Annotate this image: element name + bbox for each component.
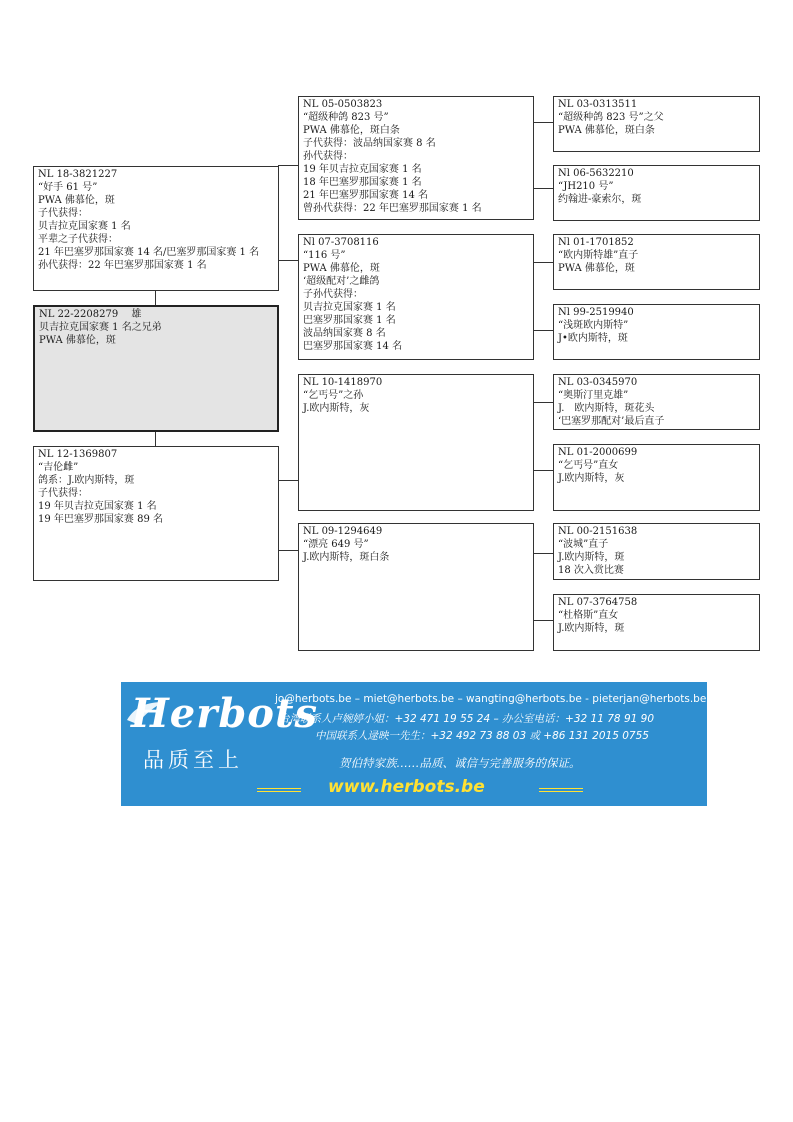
connector-line xyxy=(278,550,298,551)
pigeon-name: “116 号” xyxy=(303,250,346,261)
ring-number: NL 03-0345970 xyxy=(558,377,638,388)
subject-line: PWA 佛慕伦，斑 xyxy=(39,335,116,346)
sdd-card xyxy=(553,304,760,360)
pigeon-name: “杜格斯”直女 xyxy=(558,610,619,621)
herbots-logo: Herbots xyxy=(131,690,318,737)
connector-line xyxy=(533,620,553,621)
taiwan-contact: 台湾联系人卢婉婷小姐：+32 471 19 55 24 – 办公室电话：+32 11 78 91 90 xyxy=(279,713,655,725)
pigeon-name: “浅斑欧内斯特” xyxy=(558,320,629,331)
pigeon-line: J.欧内斯特，灰 xyxy=(558,473,625,484)
pigeon-line: 约翰进-豪索尔，斑 xyxy=(558,194,642,205)
pigeon-name: “超级种鸽 823 号”之父 xyxy=(558,112,664,123)
connector-line xyxy=(533,330,553,331)
pigeon-name: “超级种鸽 823 号” xyxy=(303,112,389,123)
connector-line xyxy=(155,290,156,306)
pigeon-name: “乞丐号”之孙 xyxy=(303,390,364,401)
dsd-card xyxy=(553,444,760,511)
pigeon-line: J.欧内斯特，灰 xyxy=(303,403,370,414)
sire-info: 孙代获得：22 年巴塞罗那国家赛 1 名 xyxy=(38,260,207,271)
pigeon-info: ‘巴塞罗那配对’最后直子 xyxy=(558,416,665,427)
ring-number: Nl 99-2519940 xyxy=(558,307,634,318)
connector-line xyxy=(533,188,553,189)
pigeon-name: “波城”直子 xyxy=(558,539,609,550)
sire-line: PWA 佛慕伦，斑 xyxy=(38,195,115,206)
ring-number: NL 10-1418970 xyxy=(303,377,383,388)
pigeon-info: 波品纳国家赛 8 名 xyxy=(303,328,386,339)
dam-card xyxy=(33,446,279,581)
ring-number: NL 09-1294649 xyxy=(303,526,383,537)
pigeon-line: J.欧内斯特，斑白条 xyxy=(303,552,390,563)
url-divider-left xyxy=(257,788,301,792)
pigeon-name: “奥斯汀里克雄” xyxy=(558,390,629,401)
ddd-card xyxy=(553,594,760,651)
sire-info: 子代获得： xyxy=(38,208,88,219)
connector-line xyxy=(533,122,553,123)
sire-sire-card xyxy=(298,96,534,220)
connector-line xyxy=(533,553,553,554)
dam-line: 鸽系：J.欧内斯特，斑 xyxy=(38,475,135,486)
contact-emails[interactable]: jo@herbots.be – miet@herbots.be – wangting@herbots.be - pieterjan@herbots.be xyxy=(275,693,707,705)
pigeon-name: “JH210 号” xyxy=(558,181,614,192)
connector-line xyxy=(278,480,298,481)
pigeon-info: 巴塞罗那国家赛 1 名 xyxy=(303,315,396,326)
sire-name: “好手 61 号” xyxy=(38,182,98,193)
herbots-banner xyxy=(121,682,707,806)
pigeon-info: 子孙代获得： xyxy=(303,289,363,300)
ring-number: Nl 01-1701852 xyxy=(558,237,634,248)
connector-line xyxy=(155,431,156,446)
ring-number: NL 00-2151638 xyxy=(558,526,638,537)
pigeon-name: “乞丐号”直女 xyxy=(558,460,619,471)
pigeon-info: ‘超级配对’之雌鸽 xyxy=(303,276,380,287)
pigeon-info: 21 年巴塞罗那国家赛 14 名 xyxy=(303,190,428,201)
sire-info: 21 年巴塞罗那国家赛 14 名/巴塞罗那国家赛 1 名 xyxy=(38,247,260,258)
pigeon-info: 贝吉拉克国家赛 1 名 xyxy=(303,302,396,313)
pigeon-line: PWA 佛慕伦，斑白条 xyxy=(558,125,655,136)
banner-slogan: 品质至上 xyxy=(143,748,243,772)
pigeon-line: J.欧内斯特，斑 xyxy=(558,552,625,563)
pigeon-line: J. 欧内斯特，斑花头 xyxy=(558,403,655,414)
sire-info: 平辈之子代获得： xyxy=(38,234,118,245)
pigeon-name: “漂亮 649 号” xyxy=(303,539,369,550)
connector-line xyxy=(278,260,298,261)
pigeon-name: “欧内斯特雄”直子 xyxy=(558,250,639,261)
pigeon-info: 孙代获得： xyxy=(303,151,353,162)
connector-line xyxy=(278,165,298,166)
pigeon-info: 巴塞罗那国家赛 14 名 xyxy=(303,341,403,352)
dam-dam-card xyxy=(298,523,534,651)
subject-info: 贝吉拉克国家赛 1 名之兄弟 xyxy=(39,322,162,333)
banner-tagline: 贺伯特家族……品质、诚信与完善服务的保证。 xyxy=(339,756,581,770)
pigeon-info: 19 年贝吉拉克国家赛 1 名 xyxy=(303,164,422,175)
pigeon-line: PWA 佛慕伦，斑白条 xyxy=(303,125,400,136)
pigeon-info: 曾孙代获得：22 年巴塞罗那国家赛 1 名 xyxy=(303,203,482,214)
dam-sire-card xyxy=(298,374,534,511)
pigeon-info: 18 年巴塞罗那国家赛 1 名 xyxy=(303,177,422,188)
pigeon-line: PWA 佛慕伦，斑 xyxy=(558,263,635,274)
pigeon-info: 子代获得：波品纳国家赛 8 名 xyxy=(303,138,436,149)
sds-card xyxy=(553,234,760,290)
ring-number: Nl 07-3708116 xyxy=(303,237,379,248)
ring-number: NL 05-0503823 xyxy=(303,99,383,110)
sss-card xyxy=(553,96,760,152)
connector-line xyxy=(533,470,553,471)
sire-card xyxy=(33,166,279,291)
ring-number: NL 03-0313511 xyxy=(558,99,638,110)
dds-card xyxy=(553,523,760,580)
sire-info: 贝吉拉克国家赛 1 名 xyxy=(38,221,131,232)
pigeon-line: J•欧内斯特，斑 xyxy=(558,333,628,344)
dam-info: 19 年巴塞罗那国家赛 89 名 xyxy=(38,514,163,525)
china-contact: 中国联系人逯映一先生：+32 492 73 88 03 或 +86 131 2015 0755 xyxy=(315,730,649,742)
website-link[interactable]: www.herbots.be xyxy=(328,777,485,797)
dss-card xyxy=(553,374,760,430)
ring-number: NL 01-2000699 xyxy=(558,447,638,458)
connector-line xyxy=(533,262,553,263)
ring-number: Nl 06-5632210 xyxy=(558,168,634,179)
dam-info: 子代获得： xyxy=(38,488,88,499)
dam-info: 19 年贝吉拉克国家赛 1 名 xyxy=(38,501,157,512)
pigeon-line: PWA 佛慕伦，斑 xyxy=(303,263,380,274)
sire-ring-number: NL 18-3821227 xyxy=(38,169,118,180)
ring-number: NL 07-3764758 xyxy=(558,597,638,608)
ssd-card xyxy=(553,165,760,221)
dam-name: “吉伦雌” xyxy=(38,462,79,473)
pigeon-info: 18 次入赏比赛 xyxy=(558,565,624,576)
dam-ring-number: NL 12-1369807 xyxy=(38,449,118,460)
subject-ring-number: NL 22-2208279 雄 xyxy=(39,309,142,320)
connector-line xyxy=(533,402,553,403)
pigeon-line: J.欧内斯特，斑 xyxy=(558,623,625,634)
subject-card xyxy=(33,305,279,432)
sire-dam-card xyxy=(298,234,534,360)
url-divider-right xyxy=(539,788,583,792)
